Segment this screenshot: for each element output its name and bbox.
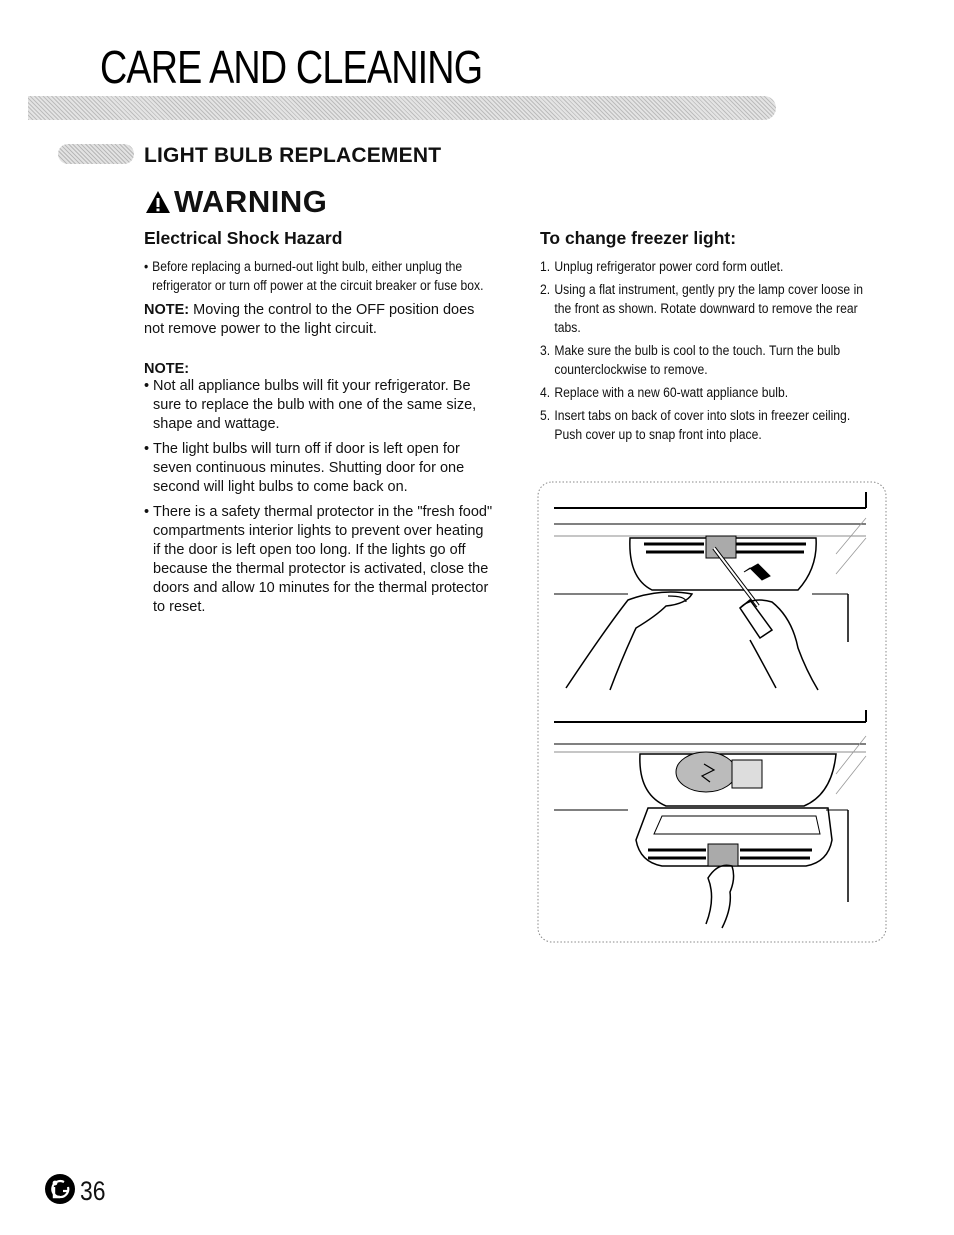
note-paragraph xyxy=(144,301,494,339)
notes-heading: NOTE: xyxy=(144,361,190,377)
step-text: Using a flat instrument, gently pry the lamp cover loose in the front as shown. Rotate downward to remove the rear tabs. xyxy=(554,282,864,335)
shock-bullet xyxy=(144,257,502,295)
step-number: 2. xyxy=(540,282,551,297)
freezer-light-heading: To change freezer light: xyxy=(540,228,737,248)
warning-triangle-icon xyxy=(144,189,172,215)
page-number: 36 xyxy=(80,1176,106,1206)
note-item xyxy=(144,377,494,434)
lamp-cover-illustration xyxy=(536,478,888,944)
pry-cover-panel xyxy=(554,492,866,690)
note-text: Moving the control to the OFF position does not remove power to the light circuit. xyxy=(144,302,475,337)
step-number: 1. xyxy=(540,259,551,274)
step-item xyxy=(540,383,880,402)
section-marker xyxy=(58,144,134,164)
step-item xyxy=(540,280,880,337)
step-text: Replace with a new 60-watt appliance bulb. xyxy=(554,385,789,400)
note-item xyxy=(144,503,494,617)
note-label: NOTE: xyxy=(144,302,190,318)
step-text: Unplug refrigerator power cord form outlet. xyxy=(554,259,784,274)
left-column xyxy=(144,228,494,623)
note-item-text: Not all appliance bulbs will fit your refrigerator. Be sure to replace the bulb with one of the same size, shape and wattage. xyxy=(153,378,477,432)
right-column xyxy=(540,228,880,448)
step-number: 5. xyxy=(540,408,551,423)
step-number: 3. xyxy=(540,343,551,358)
section-heading: LIGHT BULB REPLACEMENT xyxy=(144,144,442,167)
title-decorative-bar xyxy=(28,96,776,120)
step-number: 4. xyxy=(540,385,551,400)
electrical-shock-heading: Electrical Shock Hazard xyxy=(144,228,343,248)
step-item xyxy=(540,257,880,276)
warning-banner xyxy=(144,184,327,220)
page-title: CARE AND CLEANING xyxy=(100,41,483,93)
warning-label: WARNING xyxy=(174,184,328,219)
step-item xyxy=(540,341,880,379)
bulb-exposed-panel xyxy=(554,710,866,928)
step-continued-text: Push cover up to snap front into place. xyxy=(554,427,762,442)
lg-logo-icon xyxy=(44,1173,76,1205)
steps-list xyxy=(540,257,880,444)
note-item xyxy=(144,440,494,497)
note-item-text: There is a safety thermal protector in the "fresh food" compartments interior lights to prevent over heating if the door is left open too long. If the lights go off because the thermal protector is activated, close the doors and allow 10 minutes for the thermal protector to reset. xyxy=(153,504,493,615)
step-text: Make sure the bulb is cool to the touch. Turn the bulb counterclockwise to remove. xyxy=(554,343,841,377)
step-text: Insert tabs on back of cover into slots in freezer ceiling. xyxy=(554,408,851,423)
note-item-text: The light bulbs will turn off if door is left open for seven continuous minutes. Shutting door for one second will light bulbs to come back on. xyxy=(153,441,465,495)
step-item xyxy=(540,406,880,444)
shock-bullet-text: Before replacing a burned-out light bulb, either unplug the refrigerator or turn off power at the circuit breaker or fuse box. xyxy=(152,259,484,293)
